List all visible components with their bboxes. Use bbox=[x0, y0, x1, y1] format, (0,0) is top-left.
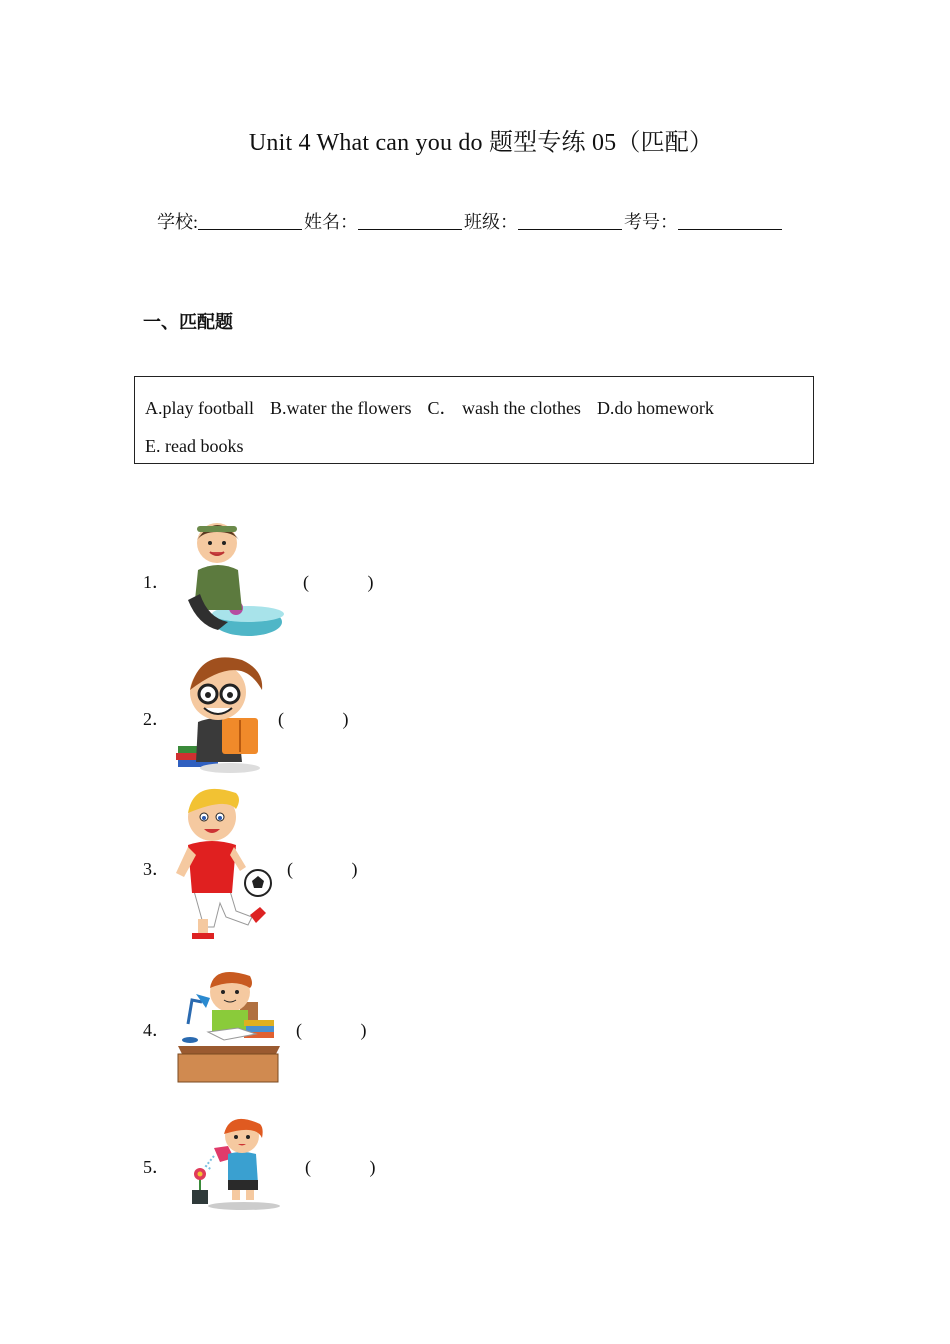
option-e-text: read books bbox=[165, 436, 244, 456]
question-1-answer-blank[interactable]: ( ) bbox=[303, 572, 374, 592]
question-2-answer-blank[interactable]: ( ) bbox=[278, 709, 349, 729]
option-b-key: B. bbox=[269, 398, 287, 418]
option-c-text: wash the clothes bbox=[461, 398, 581, 418]
question-3-answer-blank[interactable]: ( ) bbox=[287, 859, 358, 879]
class-blank[interactable] bbox=[518, 209, 622, 230]
option-a-text: play football bbox=[162, 398, 254, 418]
question-1-number: 1． bbox=[143, 572, 170, 592]
option-b bbox=[270, 389, 411, 427]
section-title: 一、匹配题 bbox=[143, 312, 233, 332]
student-info-line bbox=[157, 208, 784, 234]
option-a bbox=[145, 389, 254, 427]
question-4-answer-blank[interactable]: ( ) bbox=[296, 1020, 367, 1040]
exam-number-blank[interactable] bbox=[678, 209, 782, 230]
boy-playing-football-icon bbox=[172, 783, 276, 943]
question-4-number: 4． bbox=[143, 1020, 170, 1040]
question-5-answer-blank[interactable]: ( ) bbox=[305, 1157, 376, 1177]
option-c bbox=[427, 389, 580, 427]
option-c-key: C． bbox=[427, 398, 458, 418]
option-d-text: do homework bbox=[614, 398, 714, 418]
question-3-number: 3． bbox=[143, 859, 170, 879]
worksheet-title: Unit 4 What can you do 题型专练 05（匹配） bbox=[248, 130, 714, 156]
options-box bbox=[134, 376, 814, 464]
name-label: 姓名： bbox=[304, 212, 359, 232]
school-blank[interactable] bbox=[198, 209, 302, 230]
question-5-number: 5． bbox=[143, 1157, 170, 1177]
boy-doing-homework-icon bbox=[172, 962, 284, 1086]
question-2-number: 2． bbox=[143, 709, 170, 729]
option-d-key: D. bbox=[596, 398, 615, 418]
boy-reading-book-icon bbox=[170, 650, 270, 778]
option-d bbox=[597, 389, 714, 427]
name-blank[interactable] bbox=[358, 209, 462, 230]
option-e-key: E. bbox=[145, 436, 161, 456]
option-e bbox=[145, 427, 243, 465]
option-b-text: water the flowers bbox=[286, 398, 412, 418]
girl-washing-clothes-icon bbox=[180, 510, 288, 638]
option-a-key: A. bbox=[145, 398, 163, 418]
exam-number-label: 考号： bbox=[624, 212, 679, 232]
class-label: 班级： bbox=[464, 212, 519, 232]
girl-watering-flowers-icon bbox=[184, 1112, 288, 1212]
school-label: 学校: bbox=[157, 212, 199, 232]
